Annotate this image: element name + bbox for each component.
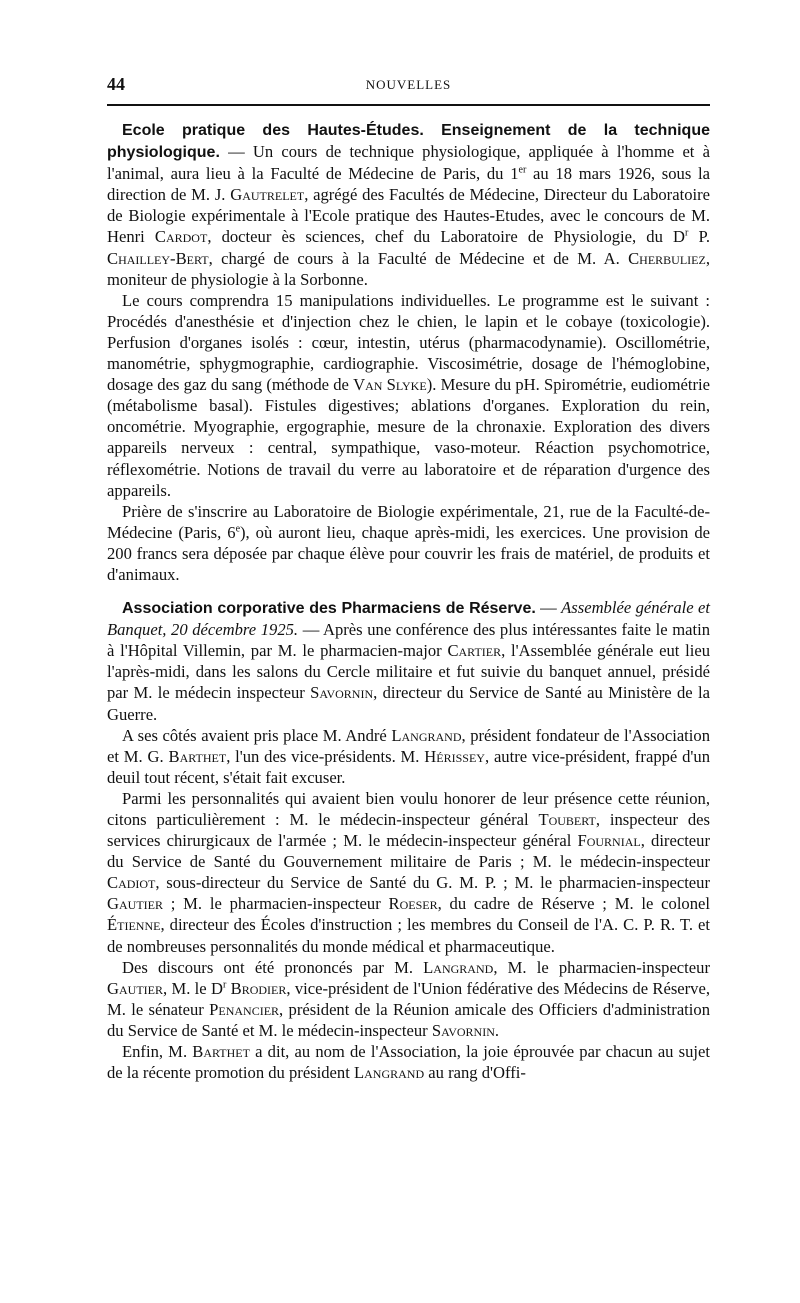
person-name: Langrand (353, 1063, 425, 1083)
person-name: Savornin (431, 1020, 495, 1040)
text-run: Le cours comprendra 15 manipulations individuelles. Le programme est le suivant : Procédés d'anesthésie et d'injection chez le chien, le lapin et le cobaye (toxicologie). Perfusion d'organes isolés : cœur, intestin, utérus (pharmacodynamie). Oscillométrie, manométrie, sphygmographie, cardiographie. Viscosimétrie, dosage de l'hémoglobine, dosage des gaz du sang (méthode de (107, 290, 710, 395)
person-name: Hérissey (424, 746, 485, 766)
text-run: , M. le pharmacien-inspecteur (493, 957, 710, 977)
header-rule (107, 104, 710, 106)
person-name: Langrand (391, 725, 462, 745)
paragraph (107, 501, 710, 585)
text-run: ), où auront lieu, chaque après-midi, les exercices. Une provision de 200 francs sera déposée par chaque élève pour couvrir les frais de matériel, de produits et d'animaux. (107, 522, 710, 584)
text-run: , directeur du Service de Santé au Ministère de la Guerre. (107, 683, 710, 724)
text-run: , autre vice-président, frappé d'un deuil tout récent, s'était fait excuser. (107, 746, 710, 787)
paragraph (107, 957, 710, 1041)
paragraph (107, 290, 710, 501)
superscript: er (518, 164, 527, 176)
person-name: Toubert (538, 810, 596, 829)
article-body (107, 119, 710, 1083)
person-name: Barthet (192, 1042, 250, 1062)
page-number: 44 (107, 74, 125, 94)
page-header (107, 70, 710, 96)
text-run: — Un cours de technique physiologique, appliquée à l'homme et à l'animal, aura lieu à la Faculté de Médecine de Paris, du 1 (107, 142, 710, 184)
person-name: Savornin (310, 683, 374, 703)
text-run: Des discours ont été prononcés par M. (122, 957, 424, 977)
text-run: , directeur du Service de Santé du Gouvernement militaire de Paris ; M. le médecin-inspecteur (107, 831, 710, 872)
text-run: , vice-président de l'Union fédérative des Médecins de Réserve, M. le sénateur (107, 978, 710, 1019)
person-name: Étienne (107, 915, 161, 935)
text-run: , du cadre de Réserve ; M. le colonel (437, 894, 710, 914)
text-run: . (494, 1020, 500, 1040)
text-run: au 18 mars 1926, sous la direction de M. J. (107, 164, 710, 205)
superscript: r (222, 979, 227, 991)
text-run: ). Mesure du pH. Spirométrie, eudiométrie (métabolisme basal). Fistules digestives; ablations d'organes. Exploration du rein, oncométrie. Myographie, ergographie, mesure de la chronaxie. Exploration des divers appareils nerveux : central, sympathique, vaso-moteur. Réaction psychomotrice, réflexométrie. Notions de travail du verre au laboratoire et de réparation d'urgence des appareils. (107, 375, 710, 500)
text-run: , directeur des Écoles d'instruction ; les membres du Conseil de l'A. C. P. R. T. et de nombreuses personnalités du monde médical et pharmaceutique. (107, 915, 710, 956)
person-name: Penancier (209, 999, 280, 1019)
text-run: , président fondateur de l'Association et M. G. (107, 725, 710, 766)
person-name: Gautrelet (230, 185, 305, 205)
text-run: , président de la Réunion amicale des Officiers d'administration du Service de Santé et M. le médecin-inspecteur (107, 999, 710, 1040)
paragraph (107, 725, 710, 788)
text-run: — (535, 598, 562, 618)
text-run: au rang d'Offi- (424, 1063, 526, 1083)
text-run: A ses côtés avaient pris place M. André (122, 725, 392, 745)
text-run: , agrégé des Facultés de Médecine, Directeur du Laboratoire de Biologie expérimentale à l'Ecole pratique des Hautes-Etudes, avec le concours de M. Henri (107, 185, 710, 247)
text-run: a dit, au nom de l'Association, la joie éprouvée par chacun au sujet de la récente promotion du président (107, 1042, 710, 1083)
running-title: NOUVELLES (365, 77, 452, 92)
person-name: Cherbuliez (628, 248, 706, 268)
text-run: , chargé de cours à la Faculté de Médecine et de M. A. (208, 248, 629, 268)
person-name: Roeser (388, 894, 438, 914)
text-run: , sous-directeur du Service de Santé du G. M. P. ; M. le pharmacien-inspecteur (155, 873, 710, 893)
text-run: , l'un des vice-présidents. M. (226, 746, 425, 766)
text-run: — Après une conférence des plus intéressantes faite le matin à l'Hôpital Villemin, par M. le pharmacien-major (107, 620, 711, 661)
paragraph (107, 788, 710, 957)
italic-subtitle: Assemblée générale et Banquet, 20 décembre 1925. (107, 598, 710, 640)
person-name: Gautier (107, 978, 163, 998)
text-run: , inspecteur des services chirurgicaux de l'armée ; M. le médecin-inspecteur général (107, 810, 711, 851)
person-name: Cardot (154, 227, 208, 247)
person-name: Langrand (423, 957, 494, 977)
person-name: Barthet (168, 746, 227, 766)
superscript: r (684, 227, 689, 239)
person-name: Cadiot (107, 873, 156, 893)
text-run: P. (688, 227, 710, 247)
text-run: , l'Assemblée générale eut lieu l'après-midi, dans les salons du Cercle militaire et fut suivie du banquet annuel, présidé par M. le médecin inspecteur (107, 641, 710, 703)
text-run: , M. le D (162, 978, 223, 998)
section-heading: Ecole pratique des Hautes-Études. Enseignement de la technique physiologique. (107, 122, 710, 162)
text-run: , docteur ès sciences, chef du Laboratoire de Physiologie, du D (207, 227, 685, 247)
text-run: Enfin, M. (122, 1042, 193, 1062)
person-name: Fournial (577, 831, 641, 851)
paragraph (107, 119, 710, 290)
paragraph (107, 597, 710, 725)
text-run: Prière de s'inscrire au Laboratoire de Biologie expérimentale, 21, rue de la Faculté-de-Médecine (Paris, 6 (107, 501, 710, 542)
text-run: Parmi les personnalités qui avaient bien voulu honorer de leur présence cette réunion, citons particulièrement : M. le médecin-inspecteur général (107, 788, 710, 829)
section-heading: Association corporative des Pharmaciens de Réserve. (122, 600, 536, 618)
paragraph (107, 1041, 710, 1083)
person-name: Gautier (107, 894, 163, 914)
text-run: , moniteur de physiologie à la Sorbonne. (107, 248, 710, 289)
person-name: Chailley-Bert (107, 248, 209, 268)
superscript: e (235, 523, 241, 535)
person-name: Cartier (447, 641, 502, 661)
person-name: Brodier (230, 978, 287, 998)
text-run: ; M. le pharmacien-inspecteur (162, 894, 389, 914)
person-name: Van Slyke (353, 375, 427, 395)
